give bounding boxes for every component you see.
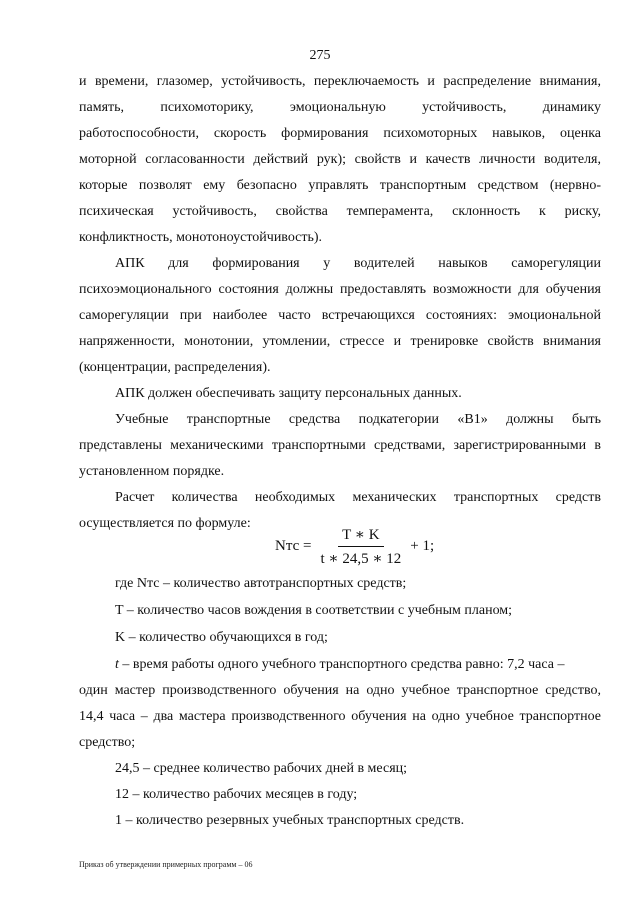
paragraph-line: работоспособности, скорость формирования психомоторных навыков, оценка [79, 126, 601, 141]
paragraph-line: конфликтность, монотоноустойчивость). [79, 230, 323, 245]
paragraph-line: психическая устойчивость, свойства темперамента, склонность к риску, [79, 204, 601, 219]
paragraph-line: память, психомоторику, эмоциональную устойчивость, динамику [79, 100, 601, 115]
formula-rhs: + 1; [410, 538, 435, 554]
formula-numerator: T ∗ K [338, 525, 383, 547]
page-footer: Приказ об утверждении примерных программ – 06 [79, 860, 253, 869]
definition-line: T – количество часов вождения в соответствии с учебным планом; [115, 603, 513, 618]
paragraph-line: Расчет количества необходимых механических транспортных средств [115, 490, 601, 505]
paragraph-line: (концентрации, распределения). [79, 360, 271, 375]
paragraph-line: осуществляется по формуле: [79, 516, 251, 531]
formula-lhs: Nтс = [275, 538, 312, 554]
definition-line: 1 – количество резервных учебных транспортных средств. [115, 813, 465, 828]
paragraph-line: Учебные транспортные средства подкатегории «B1» должны быть [115, 412, 601, 427]
page-number: 275 [309, 48, 331, 63]
definition-line: 14,4 часа – два мастера производственного обучения на одно учебное транспортное [79, 709, 601, 724]
paragraph-line: напряженности, монотонии, утомлении, стрессе и тренировке свойств внимания [79, 334, 601, 349]
paragraph-line: представлены механическими транспортными средствами, зарегистрированными в [79, 438, 601, 453]
paragraph-line: установленном порядке. [79, 464, 225, 479]
paragraph-line: саморегуляции при наиболее часто встречающихся состояниях: эмоциональной [79, 308, 601, 323]
paragraph-line: которые позволят ему безопасно управлять транспортным средством (нервно- [79, 178, 601, 193]
definition-line: 12 – количество рабочих месяцев в году; [115, 787, 358, 802]
formula [275, 525, 434, 568]
definition-line: где Nтс – количество автотранспортных средств; [115, 576, 407, 591]
formula-fraction [316, 525, 405, 568]
definition-line: K – количество обучающихся в год; [115, 630, 328, 645]
definition-text: – время работы одного учебного транспортного средства равно: 7,2 часа – [118, 657, 565, 672]
paragraph-line: психоэмоционального состояния должны предоставлять возможности для обучения [79, 282, 601, 297]
paragraph-line: моторной согласованности действий рук); свойств и качеств личности водителя, [79, 152, 601, 167]
paragraph-line: и времени, глазомер, устойчивость, переключаемость и распределение внимания, [79, 74, 601, 89]
definition-line [115, 657, 564, 673]
formula-denominator: t ∗ 24,5 ∗ 12 [320, 551, 402, 567]
definition-line: один мастер производственного обучения на одно учебное транспортное средство, [79, 683, 601, 698]
definition-line: 24,5 – среднее количество рабочих дней в месяц; [115, 761, 408, 776]
definition-line: средство; [79, 735, 136, 750]
variable-t: t [115, 657, 119, 672]
paragraph-line: АПК для формирования у водителей навыков саморегуляции [115, 256, 601, 271]
paragraph-line: АПК должен обеспечивать защиту персональных данных. [115, 386, 462, 401]
